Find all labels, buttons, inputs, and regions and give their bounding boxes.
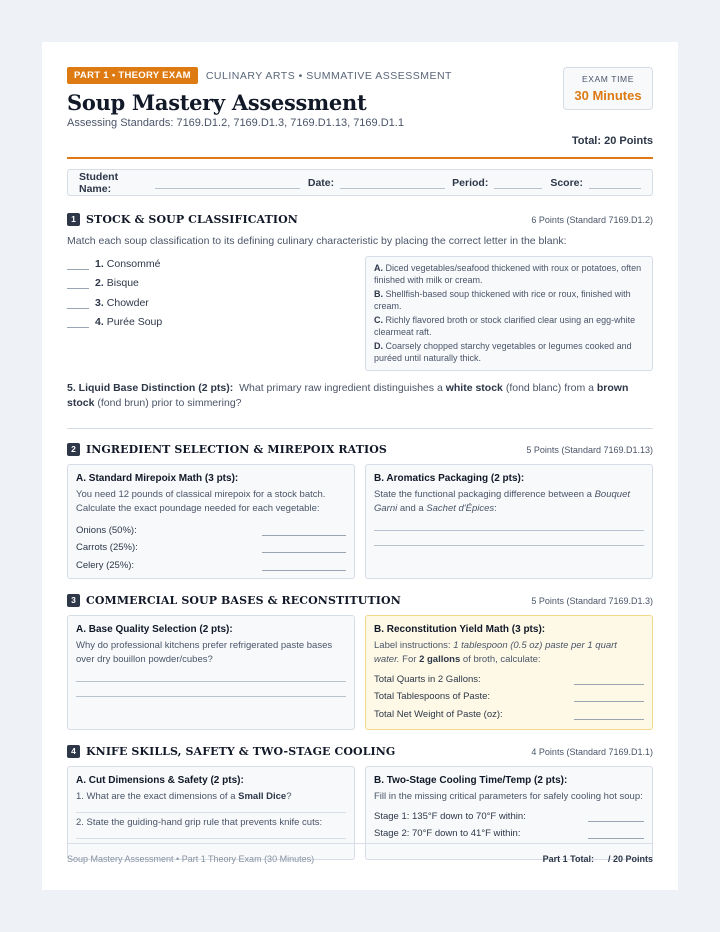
card-title: A. Cut Dimensions & Safety (2 pts): (76, 775, 244, 786)
calc-row: Carrots (25%): (76, 536, 346, 554)
student-name-field[interactable] (155, 177, 300, 189)
section-points: 5 Points (Standard 7169.D1.13) (526, 444, 653, 455)
footer-text: Soup Mastery Assessment • Part 1 Theory Exam (30 Minutes) (67, 854, 315, 864)
section-points: 5 Points (Standard 7169.D1.3) (531, 595, 653, 606)
answer-line[interactable] (76, 682, 346, 697)
list-item: 2. Bisque (67, 270, 347, 290)
question-2: 2. State the guiding-hand grip rule that prevents knife cuts: (76, 817, 323, 828)
answer-line[interactable] (588, 812, 644, 822)
page-title: Soup Mastery Assessment (67, 90, 367, 115)
match-instructions: Match each soup classification to its defining culinary characteristic by placing the correct letter in the blank: (67, 235, 567, 247)
answer-line[interactable] (574, 692, 644, 702)
answer-line[interactable] (574, 675, 644, 685)
answer-line[interactable] (374, 531, 644, 546)
card-text: Label instructions: 1 tablespoon (0.5 oz) paste per 1 quart water. For 2 gallons of broth, calculate: (374, 640, 617, 665)
card-text: You need 12 pounds of classical mirepoix for a stock batch. Calculate the exact poundage needed for each vegetable: (76, 489, 326, 514)
answer-blank[interactable] (67, 318, 89, 328)
definition-item: D. Coarsely chopped starchy vegetables or legumes cooked and puréed until naturally thick. (374, 341, 632, 363)
answer-line[interactable] (262, 561, 346, 571)
question-1: 1. What are the exact dimensions of a Small Dice? (76, 791, 292, 802)
mirepoix-card (67, 464, 355, 579)
card-text: State the functional packaging difference between a Bouquet Garni and a Sachet d'Épices: (374, 489, 630, 514)
list-item: 1. Consommé (67, 250, 347, 270)
calc-row: Stage 1: 135°F down to 70°F within: (374, 804, 644, 822)
date-label: Date: (307, 176, 335, 189)
card-title: A. Standard Mirepoix Math (3 pts): (76, 473, 239, 484)
footer-total: Part 1 Total: / 20 Points (542, 854, 653, 864)
period-label: Period: (452, 176, 489, 189)
answer-line[interactable] (67, 428, 653, 429)
card-title: B. Aromatics Packaging (2 pts): (374, 473, 525, 484)
answer-line[interactable] (262, 526, 346, 536)
section-title: STOCK & SOUP CLASSIFICATION (86, 213, 298, 226)
calc-row: Onions (50%): (76, 518, 346, 536)
card-title: B. Reconstitution Yield Math (3 pts): (374, 624, 546, 635)
exam-time-value: 30 Minutes (574, 88, 642, 103)
standards-line: Assessing Standards: 7169.D1.2, 7169.D1.3, 7169.D1.13, 7169.D1.1 (67, 117, 404, 129)
calc-row: Total Net Weight of Paste (oz): (374, 702, 644, 720)
exam-time-label: EXAM TIME (581, 74, 634, 84)
period-field[interactable] (494, 177, 542, 189)
question-5: 5. Liquid Base Distinction (2 pts): What primary raw ingredient distinguishes a white stock (fond blanc) from a brown stock (fond brun) prior to simmering? (67, 382, 629, 409)
card-title: B. Two-Stage Cooling Time/Temp (2 pts): (374, 775, 568, 786)
part-tag: PART 1 • THEORY EXAM (67, 67, 198, 84)
answer-line[interactable] (374, 516, 644, 531)
student-info-bar (67, 169, 653, 196)
yield-math-card (365, 615, 653, 730)
base-quality-card (67, 615, 355, 730)
calc-row: Total Quarts in 2 Gallons: (374, 667, 644, 685)
section-title: INGREDIENT SELECTION & MIREPOIX RATIOS (86, 443, 387, 456)
calc-row: Total Tablespoons of Paste: (374, 685, 644, 703)
exam-page (42, 42, 678, 890)
section-number: 4 (67, 745, 80, 758)
match-items (67, 250, 347, 371)
score-label: Score: (550, 176, 583, 189)
total-points: Total: 20 Points (571, 135, 653, 147)
section-1 (67, 213, 653, 429)
section-number: 1 (67, 213, 80, 226)
answer-line[interactable] (76, 667, 346, 682)
answer-line[interactable] (574, 710, 644, 720)
section-number: 2 (67, 443, 80, 456)
section-points: 4 Points (Standard 7169.D1.1) (531, 746, 653, 757)
section-points: 6 Points (Standard 7169.D1.2) (531, 214, 653, 225)
subject-tag: CULINARY ARTS • SUMMATIVE ASSESSMENT (205, 69, 452, 82)
answer-line[interactable] (76, 812, 346, 813)
answer-line[interactable] (262, 543, 346, 553)
section-number: 3 (67, 594, 80, 607)
answer-line[interactable] (588, 829, 644, 839)
date-field[interactable] (340, 177, 445, 189)
list-item: 3. Chowder (67, 289, 347, 309)
aromatics-card (365, 464, 653, 579)
exam-time-box (563, 67, 653, 110)
section-title: COMMERCIAL SOUP BASES & RECONSTITUTION (86, 594, 401, 607)
definitions-box (365, 256, 653, 371)
section-title: KNIFE SKILLS, SAFETY & TWO-STAGE COOLING (86, 745, 396, 758)
definition-item: A. Diced vegetables/seafood thickened with roux or potatoes, often finished with milk or cream. (374, 263, 642, 285)
card-title: A. Base Quality Selection (2 pts): (76, 624, 233, 635)
section-3 (67, 594, 653, 730)
section-2 (67, 443, 653, 579)
list-item: 4. Purée Soup (67, 309, 347, 329)
answer-blank[interactable] (67, 260, 89, 270)
score-field[interactable] (589, 177, 641, 189)
student-name-label: Student Name: (79, 170, 119, 195)
answer-blank[interactable] (67, 279, 89, 289)
answer-blank[interactable] (67, 299, 89, 309)
definition-item: C. Richly flavored broth or stock clarified clear using an egg-white clearmeat raft. (374, 315, 636, 337)
page-footer (67, 843, 653, 864)
calc-row: Celery (25%): (76, 553, 346, 571)
definition-item: B. Shellfish-based soup thickened with rice or roux, finished with cream. (374, 289, 631, 311)
exam-header (67, 67, 653, 159)
calc-row: Stage 2: 70°F down to 41°F within: (374, 822, 644, 840)
card-text: Why do professional kitchens prefer refrigerated paste bases over dry bouillon powder/cubes? (76, 640, 333, 665)
answer-line[interactable] (76, 838, 346, 839)
card-text: Fill in the missing critical parameters for safely cooling hot soup: (374, 791, 643, 802)
